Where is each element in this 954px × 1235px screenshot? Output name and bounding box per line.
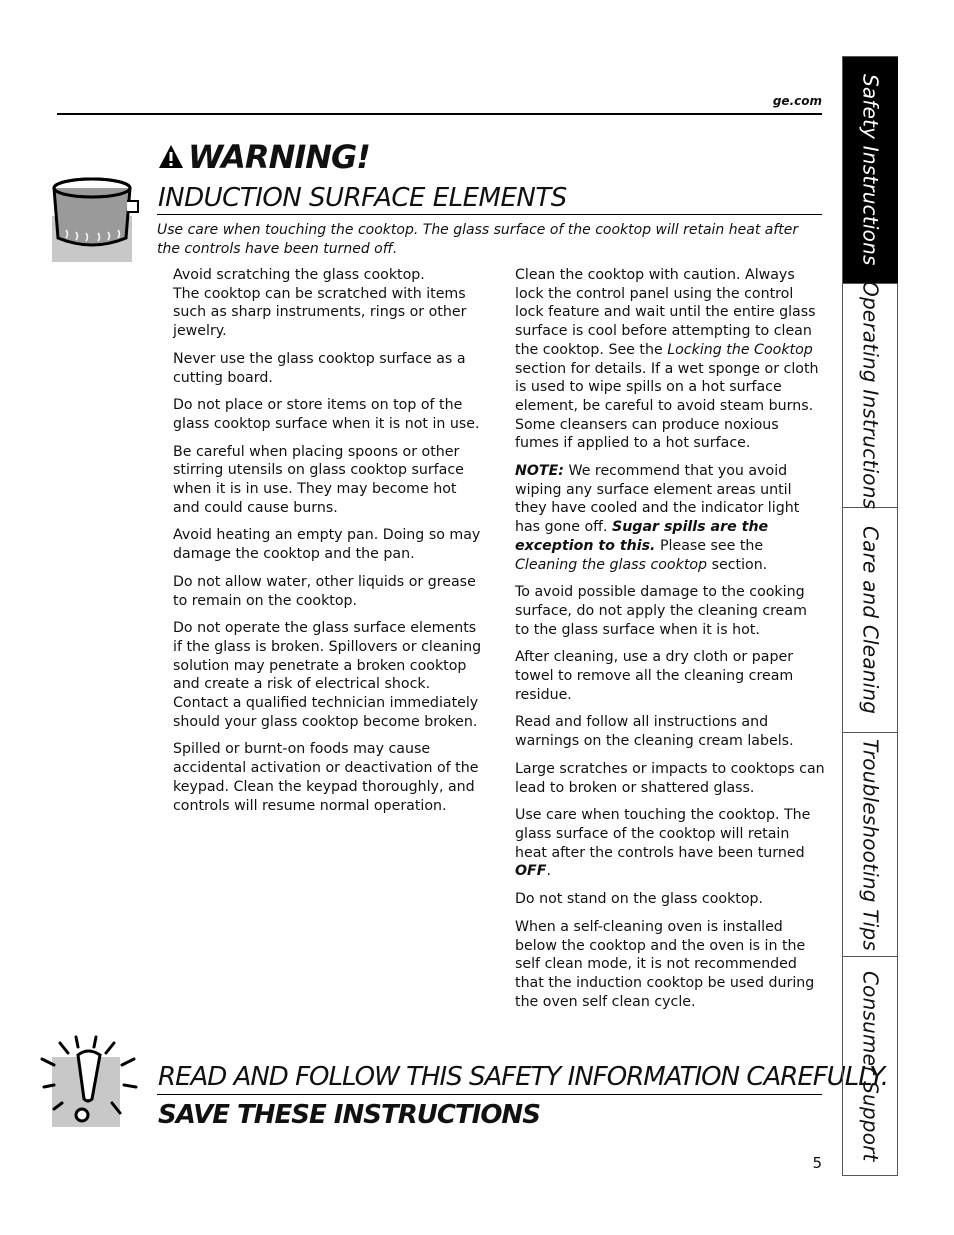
- tab-label: Safety Instructions: [858, 74, 883, 266]
- warning-heading: [158, 138, 370, 176]
- text-run: section.: [707, 556, 768, 573]
- paragraph: Avoid heating an empty pan. Doing so may damage the cooktop and the pan.: [173, 527, 481, 563]
- paragraph: Do not allow water, other liquids or grease to remain on the cooktop.: [173, 573, 476, 609]
- paragraph: Read and follow all instructions and warnings on the cleaning cream labels.: [515, 714, 794, 750]
- save-instructions-heading: SAVE THESE INSTRUCTIONS: [158, 1100, 540, 1130]
- bottom-rule: [157, 1094, 822, 1095]
- text-run: We recommend that you avoid wiping any surface element areas until they have cooled and the indicator light has gone off.: [515, 463, 800, 536]
- tab-label: Troubleshooting Tips: [858, 738, 883, 951]
- paragraph: [515, 266, 825, 453]
- paragraph-line: Avoid scratching the glass cooktop.: [173, 267, 425, 283]
- tab-consumer-support[interactable]: [843, 957, 898, 1175]
- paragraph: When a self-cleaning oven is installed below the cooktop and the oven is in the self clean mode, it is not recommended that the induction cooktop be used during the oven self clean cycle.: [515, 918, 815, 1010]
- italic-ref: Cleaning the glass cooktop: [515, 556, 708, 573]
- section-title: INDUCTION SURFACE ELEMENTS: [158, 183, 567, 213]
- site-url: ge.com: [772, 94, 822, 108]
- paragraph: Spilled or burnt-on foods may cause accidental activation or deactivation of the keypad. Clean the keypad thoroughly, and controls will resume normal operation.: [173, 741, 479, 814]
- paragraph: After cleaning, use a dry cloth or paper towel to remove all the cleaning cream residue.: [515, 649, 794, 703]
- text-run: Use care when touching the cooktop. The glass surface of the cooktop will retain heat after the controls have been turned: [515, 807, 811, 861]
- top-rule: [57, 113, 822, 115]
- paragraph: [515, 806, 825, 881]
- section-rule: [157, 214, 822, 215]
- tab-care-and-cleaning[interactable]: [843, 508, 898, 733]
- paragraph: [173, 266, 483, 341]
- note-paragraph: [515, 462, 825, 574]
- exclamation-icon: [40, 1035, 140, 1127]
- tab-operating-instructions[interactable]: [843, 281, 898, 510]
- text-run: Clean the cooktop with caution. Always lock the control panel using the control lock feature and wait until the entire glass surface is cool before attempting to clean the cooktop. See the: [515, 267, 816, 358]
- tab-troubleshooting-tips[interactable]: [843, 733, 898, 957]
- text-run: section for details. If a wet sponge or cloth is used to wipe spills on a hot surface element, be careful to avoid steam burns. Some cleansers can produce noxious fumes if applied to a hot surface.: [515, 360, 819, 452]
- tab-safety-instructions[interactable]: [843, 57, 898, 284]
- left-column: [173, 266, 483, 824]
- italic-ref: Locking the Cooktop: [667, 341, 813, 358]
- section-tabs: [842, 56, 898, 1176]
- paragraph: Never use the glass cooktop surface as a cutting board.: [173, 350, 466, 386]
- paragraph: Do not operate the glass surface elements if the glass is broken. Spillovers or cleaning solution may penetrate a broken cooktop and create a risk of electrical shock. Contact a qualified technician immediately should your glass cooktop become broken.: [173, 620, 482, 730]
- paragraph: Large scratches or impacts to cooktops can lead to broken or shattered glass.: [515, 760, 825, 796]
- hot-pot-icon: [52, 176, 142, 262]
- text-run: .: [546, 863, 551, 880]
- intro-text: Use care when touching the cooktop. The glass surface of the cooktop will retain heat after the controls have been turned off.: [157, 222, 799, 257]
- paragraph-line: The cooktop can be scratched with items such as sharp instruments, rings or other jewelry.: [173, 285, 467, 340]
- tab-label: Operating Instructions: [858, 281, 883, 510]
- note-emphasis: Sugar spills are the exception to this.: [515, 519, 769, 554]
- paragraph: Do not stand on the glass cooktop.: [515, 891, 764, 908]
- paragraph: Do not place or store items on top of the glass cooktop surface when it is not in use.: [173, 397, 480, 432]
- right-column: [515, 266, 825, 1020]
- tab-label: Care and Cleaning: [858, 525, 883, 715]
- tab-label: Consumer Support: [858, 970, 883, 1162]
- page-number: 5: [812, 1154, 822, 1172]
- warning-triangle-icon: [158, 144, 184, 170]
- paragraph: Be careful when placing spoons or other stirring utensils on glass cooktop surface when it is in use. They may become hot and could cause burns.: [173, 443, 464, 516]
- note-label: NOTE:: [515, 463, 564, 480]
- paragraph: To avoid possible damage to the cooking surface, do not apply the cleaning cream to the glass surface when it is hot.: [515, 584, 807, 638]
- text-run: Please see the: [655, 537, 764, 554]
- off-emphasis: OFF: [515, 863, 547, 880]
- warning-title: WARNING!: [188, 138, 370, 176]
- read-instructions-heading: READ AND FOLLOW THIS SAFETY INFORMATION CAREFULLY.: [158, 1062, 889, 1092]
